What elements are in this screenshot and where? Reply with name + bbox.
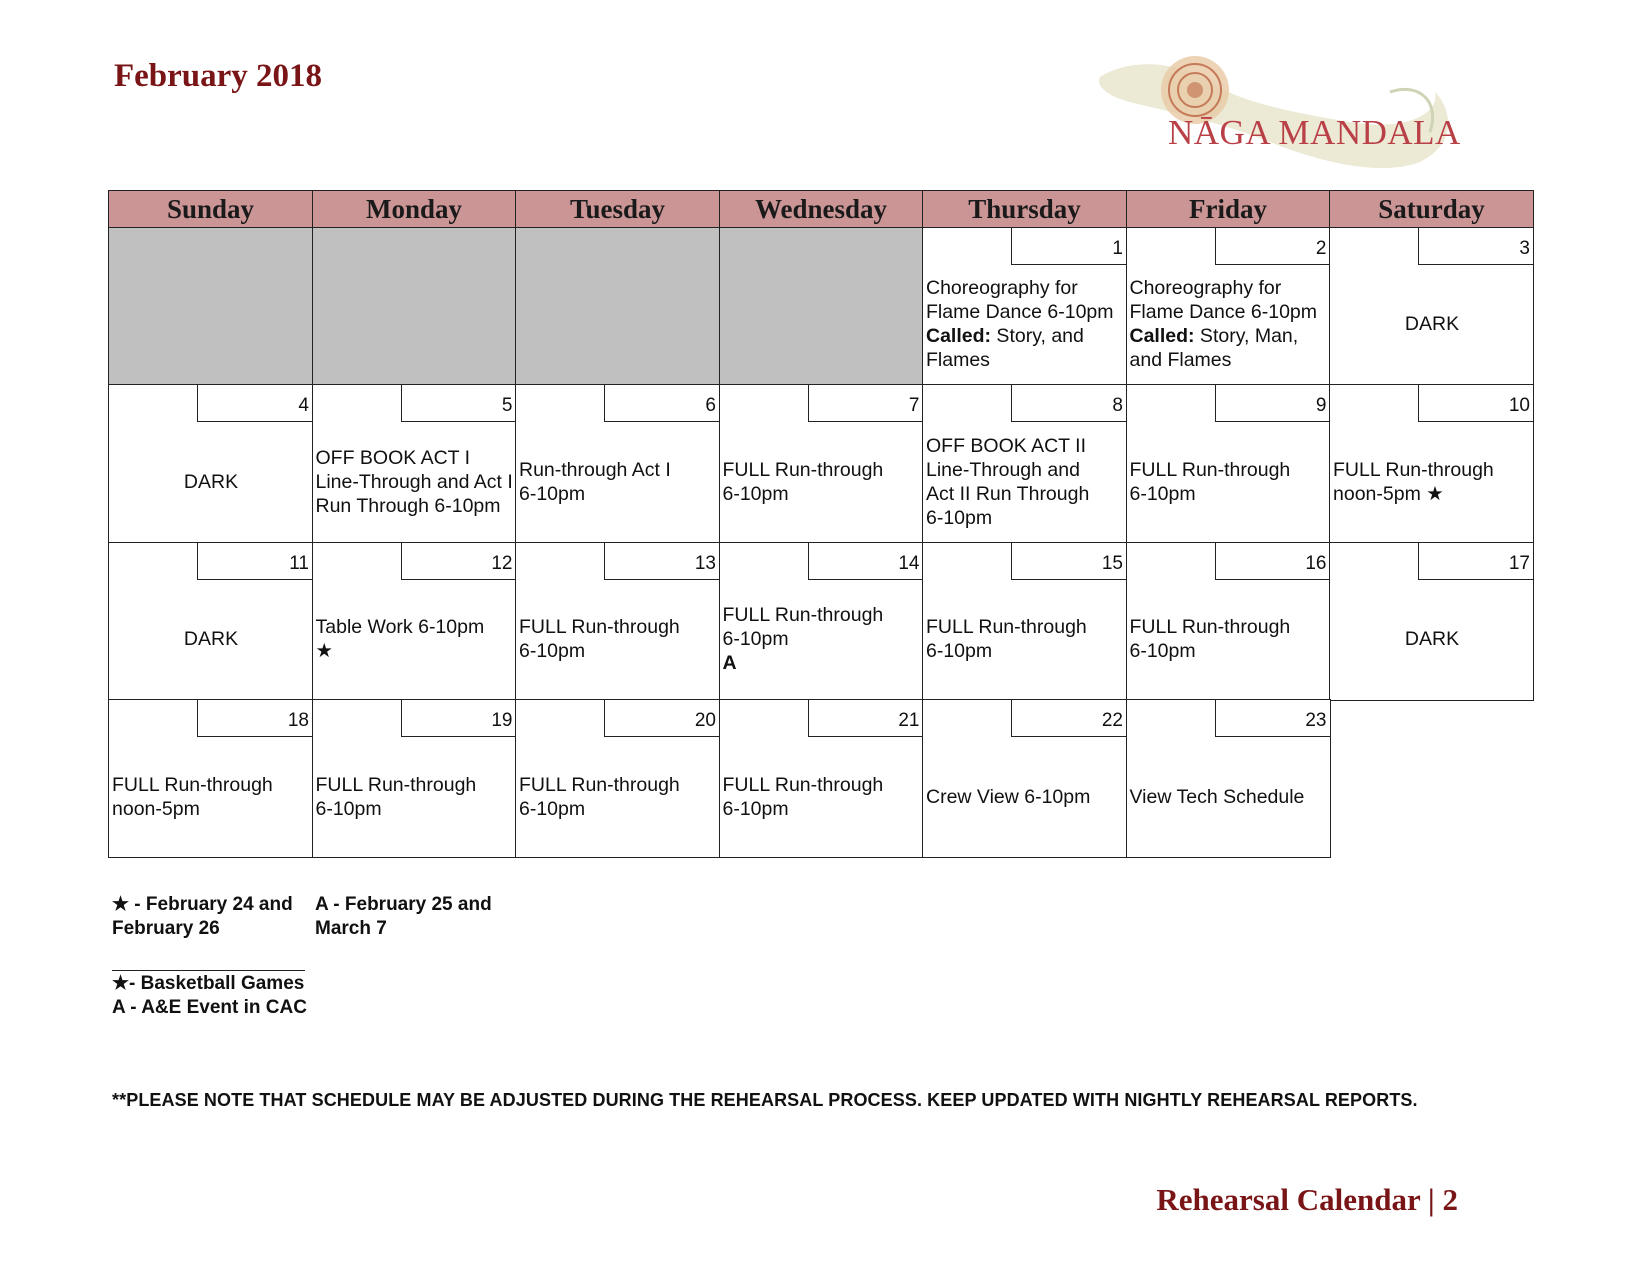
day-schedule (1333, 264, 1531, 385)
schedule-line-text: FULL Run-through (926, 616, 1087, 638)
weekday-header-friday: Friday (1126, 190, 1331, 228)
schedule-line-text: FULL Run-through (1129, 458, 1291, 481)
schedule-line (1130, 615, 1328, 639)
day-number: 1 (1011, 227, 1127, 265)
calendar-day-empty (312, 227, 517, 386)
day-schedule (1130, 264, 1328, 385)
legend-line: A - February 25 and (315, 894, 492, 915)
schedule-line-text: FULL Run-through (1129, 616, 1291, 638)
schedule-line-text: 6-10pm (926, 640, 993, 662)
schedule-line-text: Flame Dance 6-10pm (926, 301, 1114, 323)
schedule-line-text: 6-10pm (519, 640, 586, 662)
schedule-line-text: 6-10pm (722, 797, 789, 820)
day-number: 21 (808, 699, 924, 737)
schedule-line (519, 615, 717, 639)
day-number: 17 (1418, 542, 1534, 580)
calendar-day (312, 542, 517, 701)
schedule-line-text: 6-10pm (722, 628, 789, 650)
schedule-line-text: 6-10pm (722, 482, 789, 505)
schedule-line (1405, 312, 1459, 336)
legend-key (112, 972, 307, 1020)
schedule-line (1130, 458, 1328, 482)
page-title: February 2018 (114, 58, 323, 94)
schedule-line (926, 785, 1124, 809)
day-number: 6 (604, 384, 720, 422)
day-schedule (926, 264, 1124, 385)
schedule-line (316, 773, 514, 797)
day-number: 9 (1215, 384, 1331, 422)
day-number: 19 (401, 699, 517, 737)
schedule-line-text: View Tech Schedule (1129, 785, 1305, 808)
schedule-line-bold: A (722, 652, 737, 674)
day-number: 23 (1215, 699, 1331, 737)
day-schedule (926, 736, 1124, 857)
day-number: 16 (1215, 542, 1331, 580)
schedule-line (723, 773, 921, 797)
calendar-day (922, 227, 1127, 386)
day-schedule (723, 736, 921, 857)
legend-a-dates (315, 893, 492, 941)
schedule-line (316, 797, 514, 821)
weekday-header-monday: Monday (312, 190, 517, 228)
schedule-line (926, 276, 1124, 300)
schedule-line-bold: Called: (926, 325, 992, 347)
calendar-day (719, 699, 924, 858)
schedule-line-text: 6-10pm (1129, 482, 1196, 505)
weekday-header-sunday: Sunday (108, 190, 313, 228)
schedule-line (1130, 639, 1328, 663)
schedule-line (519, 482, 717, 506)
day-number: 18 (197, 699, 313, 737)
legend-line: ★ - February 24 and (112, 894, 293, 915)
day-number: 15 (1011, 542, 1127, 580)
day-schedule (316, 421, 514, 542)
day-schedule (926, 421, 1124, 542)
schedule-line (926, 506, 1124, 530)
day-number: 4 (197, 384, 313, 422)
calendar-day (719, 384, 924, 543)
schedule-line (1130, 276, 1328, 300)
schedule-line-text: FULL Run-through (722, 458, 884, 481)
schedule-line (316, 494, 514, 518)
legend-line: March 7 (315, 918, 387, 939)
weekday-header-wednesday: Wednesday (719, 190, 924, 228)
calendar-day (719, 542, 924, 701)
day-number: 20 (604, 699, 720, 737)
calendar-day (1329, 384, 1534, 543)
calendar-day-empty (108, 227, 313, 386)
schedule-line (316, 446, 514, 470)
calendar-day (108, 542, 313, 701)
schedule-line (519, 773, 717, 797)
day-schedule (723, 579, 921, 700)
schedule-line (723, 458, 921, 482)
schedule-line (112, 773, 310, 797)
day-schedule (316, 736, 514, 857)
calendar-day (1329, 227, 1534, 386)
calendar-day (922, 542, 1127, 701)
day-schedule (1333, 579, 1531, 700)
day-number: 14 (808, 542, 924, 580)
day-schedule (519, 736, 717, 857)
day-number: 12 (401, 542, 517, 580)
schedule-line-text: Act II Run Through (926, 482, 1090, 505)
day-schedule (112, 579, 310, 700)
schedule-line (316, 639, 514, 663)
day-schedule (316, 579, 514, 700)
weekday-header-tuesday: Tuesday (515, 190, 720, 228)
legend-divider (112, 970, 305, 971)
calendar-day (312, 384, 517, 543)
schedule-line (184, 627, 238, 651)
day-number: 10 (1418, 384, 1534, 422)
schedule-line-text: 6-10pm (926, 506, 993, 529)
legend-line: ★- Basketball Games (112, 973, 305, 994)
calendar-day (312, 699, 517, 858)
schedule-line-text: FULL Run-through (519, 616, 680, 638)
calendar-day-empty (515, 227, 720, 386)
calendar-day (108, 384, 313, 543)
schedule-line-text: Flame Dance 6-10pm (1129, 301, 1317, 323)
day-schedule (519, 579, 717, 700)
schedule-line (926, 615, 1124, 639)
schedule-line (1130, 785, 1328, 809)
calendar-day (1126, 542, 1331, 701)
day-number: 5 (401, 384, 517, 422)
day-number: 3 (1418, 227, 1534, 265)
calendar-day (922, 384, 1127, 543)
schedule-line (723, 482, 921, 506)
schedule-line-text: noon-5pm ★ (1333, 482, 1444, 505)
schedule-line-text: 6-10pm (519, 797, 586, 820)
schedule-line (723, 603, 921, 627)
weekday-header-saturday: Saturday (1329, 190, 1534, 228)
schedule-line-text: and Flames (1129, 349, 1232, 371)
schedule-line-text: FULL Run-through (1333, 458, 1494, 481)
schedule-line-bold: Called: (1129, 325, 1195, 347)
legend-line: A - A&E Event in CAC (112, 997, 307, 1018)
schedule-line-text: FULL Run-through (112, 773, 273, 796)
schedule-line-text: Run Through 6-10pm (315, 494, 501, 517)
schedule-line (1130, 324, 1328, 348)
schedule-line-text: FULL Run-through (315, 773, 477, 796)
calendar-day (515, 542, 720, 701)
schedule-line (926, 324, 1124, 348)
schedule-line (926, 434, 1124, 458)
day-schedule (1333, 421, 1531, 542)
day-schedule (519, 421, 717, 542)
schedule-line (519, 639, 717, 663)
calendar-day (1126, 384, 1331, 543)
schedule-line (316, 470, 514, 494)
schedule-line-text: ★ (315, 640, 333, 662)
schedule-line-text: DARK (183, 470, 239, 493)
schedule-line-text: FULL Run-through (722, 604, 884, 626)
schedule-line-text: OFF BOOK ACT I (315, 446, 471, 469)
schedule-line-text: Crew View 6-10pm (926, 785, 1091, 808)
schedule-line (112, 797, 310, 821)
calendar-day (1126, 227, 1331, 386)
calendar-day (108, 699, 313, 858)
legend-star-dates (112, 893, 293, 941)
calendar-day (515, 384, 720, 543)
schedule-line-text: Line-Through and Act I (315, 470, 513, 493)
schedule-line (926, 458, 1124, 482)
schedule-line-text: Choreography for (926, 277, 1078, 299)
schedule-line (1130, 482, 1328, 506)
schedule-line-text: Table Work 6-10pm (315, 616, 485, 638)
schedule-line (519, 458, 717, 482)
day-schedule (1130, 421, 1328, 542)
day-schedule (1130, 736, 1328, 857)
day-number: 2 (1215, 227, 1331, 265)
schedule-line-text: Story, and (991, 325, 1084, 347)
schedule-line (723, 797, 921, 821)
day-schedule (112, 421, 310, 542)
schedule-line-text: FULL Run-through (519, 773, 680, 796)
schedule-line-text: Line-Through and (926, 458, 1080, 481)
day-schedule (1130, 579, 1328, 700)
day-schedule (723, 421, 921, 542)
schedule-line (1333, 482, 1531, 506)
schedule-line (926, 639, 1124, 663)
calendar-day (922, 699, 1127, 858)
schedule-line-text: Story, Man, (1194, 325, 1299, 347)
schedule-note: **PLEASE NOTE THAT SCHEDULE MAY BE ADJUSTED DURING THE REHEARSAL PROCESS. KEEP UPDATED WITH NIGHTLY REHEARSAL REPORTS. (112, 1090, 1418, 1110)
calendar-day-empty (719, 227, 924, 386)
calendar-day (515, 699, 720, 858)
schedule-line (1130, 348, 1328, 372)
schedule-line-text: FULL Run-through (722, 773, 884, 796)
page-footer: Rehearsal Calendar | 2 (1156, 1182, 1458, 1217)
legend-line: February 26 (112, 918, 220, 939)
schedule-line-text: Choreography for (1129, 277, 1282, 299)
schedule-line-text: 6-10pm (1129, 640, 1196, 662)
day-number: 7 (808, 384, 924, 422)
weekday-header-thursday: Thursday (922, 190, 1127, 228)
schedule-line-text: OFF BOOK ACT II (926, 434, 1086, 457)
schedule-line (184, 470, 238, 494)
schedule-line (1405, 627, 1459, 651)
schedule-line-text: DARK (1404, 313, 1460, 335)
day-number: 22 (1011, 699, 1127, 737)
schedule-line-text: Run-through Act I (519, 458, 671, 481)
calendar-day (1126, 699, 1331, 858)
calendar-day (1329, 542, 1534, 701)
schedule-line (926, 348, 1124, 372)
day-schedule (112, 736, 310, 857)
schedule-line-text: Flames (926, 349, 990, 371)
schedule-line-text: 6-10pm (519, 482, 586, 505)
schedule-line-text: noon-5pm (112, 797, 200, 820)
schedule-line-text: DARK (183, 628, 239, 650)
schedule-line (1130, 300, 1328, 324)
day-number: 13 (604, 542, 720, 580)
day-schedule (926, 579, 1124, 700)
schedule-line (723, 651, 921, 675)
schedule-line-text: DARK (1404, 628, 1460, 650)
day-number: 11 (197, 542, 313, 580)
schedule-line (723, 627, 921, 651)
schedule-line-text: 6-10pm (315, 797, 382, 820)
schedule-line (519, 797, 717, 821)
day-number: 8 (1011, 384, 1127, 422)
logo-text: NĀGA MANDALA (1168, 113, 1461, 152)
schedule-line (926, 300, 1124, 324)
schedule-line (926, 482, 1124, 506)
schedule-line (316, 615, 514, 639)
schedule-line (1333, 458, 1531, 482)
